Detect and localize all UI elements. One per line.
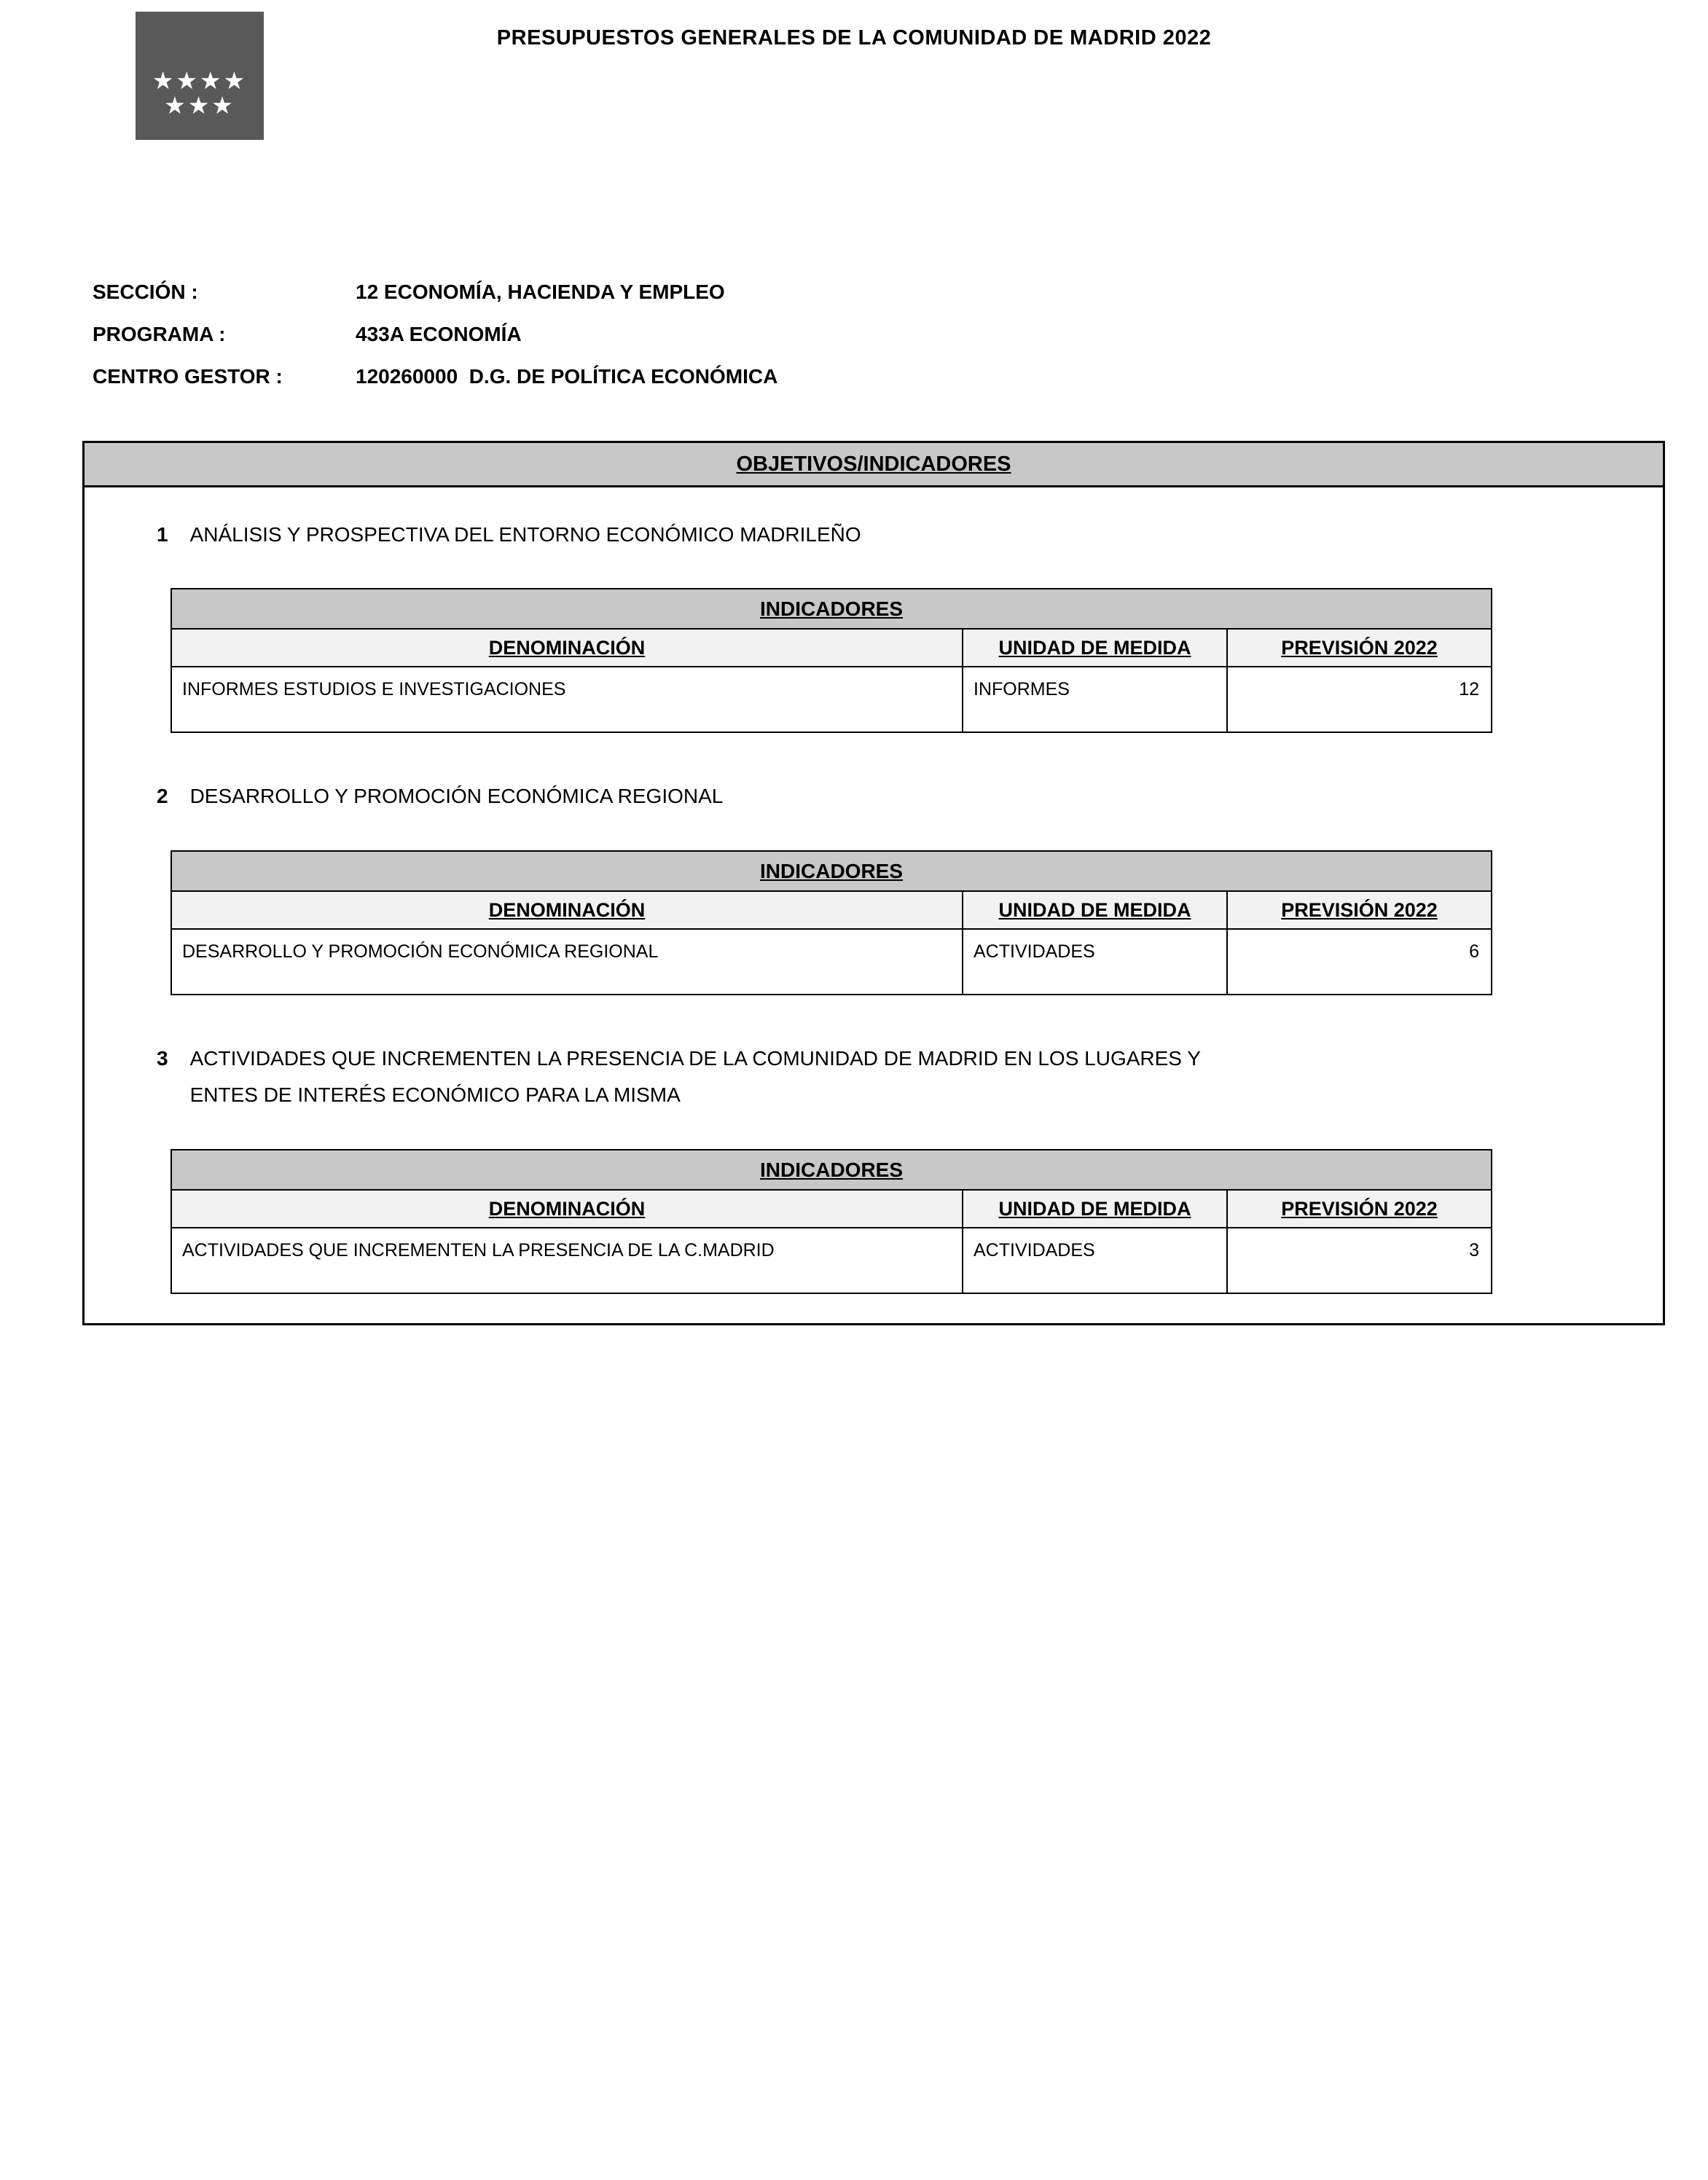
document-title: PRESUPUESTOS GENERALES DE LA COMUNIDAD DE MADRID 2022 bbox=[496, 26, 1212, 50]
cell-unidad: ACTIVIDADES bbox=[963, 1228, 1227, 1293]
table-title: INDICADORES bbox=[171, 1150, 1492, 1190]
objective-number: 1 bbox=[157, 523, 168, 546]
cell-denominacion: ACTIVIDADES QUE INCREMENTEN LA PRESENCIA DE LA C.MADRID bbox=[171, 1228, 963, 1293]
column-header-prevision-2022: PREVISIÓN 2022 bbox=[1227, 891, 1492, 929]
column-header-unidad-de-medida: UNIDAD DE MEDIDA bbox=[963, 891, 1227, 929]
cell-denominacion: DESARROLLO Y PROMOCIÓN ECONÓMICA REGIONAL bbox=[171, 929, 963, 995]
field-value: 120260000 D.G. DE POLÍTICA ECONÓMICA bbox=[356, 365, 778, 388]
logo-stars-icon: ★★★★ bbox=[152, 67, 248, 94]
logo-stars-icon: ★★★ bbox=[164, 92, 235, 119]
field-value: 12 ECONOMÍA, HACIENDA Y EMPLEO bbox=[356, 281, 725, 303]
objective-number: 3 bbox=[157, 1046, 168, 1070]
field-label: PROGRAMA : bbox=[93, 323, 226, 345]
field-programa bbox=[93, 323, 777, 346]
objective-1 bbox=[85, 517, 1663, 733]
objective-title: ACTIVIDADES QUE INCREMENTEN LA PRESENCIA DE LA COMUNIDAD DE MADRID EN LOS LUGARES Y ENTES DE INTERÉS ECONÓMICO PARA LA MISMA bbox=[189, 1046, 1201, 1107]
field-centro-gestor bbox=[93, 365, 777, 388]
indicators-table-2 bbox=[171, 850, 1492, 995]
objective-heading bbox=[157, 1040, 1575, 1114]
column-header-denominacion: DENOMINACIÓN bbox=[171, 891, 963, 929]
box-bottom-spacer bbox=[85, 1294, 1663, 1323]
cell-prevision: 12 bbox=[1227, 667, 1492, 732]
column-header-prevision-2022: PREVISIÓN 2022 bbox=[1227, 629, 1492, 667]
column-header-prevision-2022: PREVISIÓN 2022 bbox=[1227, 1190, 1492, 1228]
indicators-table-1 bbox=[171, 588, 1492, 733]
cell-prevision: 3 bbox=[1227, 1228, 1492, 1293]
column-header-denominacion: DENOMINACIÓN bbox=[171, 629, 963, 667]
field-value: 433A ECONOMÍA bbox=[356, 323, 522, 345]
objective-title: DESARROLLO Y PROMOCIÓN ECONÓMICA REGIONAL bbox=[189, 785, 724, 808]
field-seccion bbox=[93, 281, 777, 304]
table-row bbox=[171, 1228, 1492, 1293]
table-row bbox=[171, 667, 1492, 732]
table-title: INDICADORES bbox=[171, 851, 1492, 891]
cell-denominacion: INFORMES ESTUDIOS E INVESTIGACIONES bbox=[171, 667, 963, 732]
field-label: SECCIÓN : bbox=[93, 281, 198, 303]
objective-heading bbox=[157, 778, 1575, 815]
objective-title: ANÁLISIS Y PROSPECTIVA DEL ENTORNO ECONÓMICO MADRILEÑO bbox=[189, 523, 861, 546]
objectives-box bbox=[82, 441, 1665, 1325]
cell-unidad: ACTIVIDADES bbox=[963, 929, 1227, 995]
column-header-unidad-de-medida: UNIDAD DE MEDIDA bbox=[963, 1190, 1227, 1228]
cell-unidad: INFORMES bbox=[963, 667, 1227, 732]
table-row bbox=[171, 929, 1492, 995]
header-fields bbox=[93, 281, 777, 407]
objective-heading bbox=[157, 517, 1575, 553]
indicators-table-3 bbox=[171, 1149, 1492, 1294]
cell-prevision: 6 bbox=[1227, 929, 1492, 995]
column-header-unidad-de-medida: UNIDAD DE MEDIDA bbox=[963, 629, 1227, 667]
field-label: CENTRO GESTOR : bbox=[93, 365, 283, 388]
column-header-denominacion: DENOMINACIÓN bbox=[171, 1190, 963, 1228]
objective-number: 2 bbox=[157, 785, 168, 808]
objective-2 bbox=[85, 778, 1663, 995]
table-title: INDICADORES bbox=[171, 589, 1492, 629]
objectives-box-title: OBJETIVOS/INDICADORES bbox=[85, 443, 1663, 487]
objective-3 bbox=[85, 1040, 1663, 1294]
